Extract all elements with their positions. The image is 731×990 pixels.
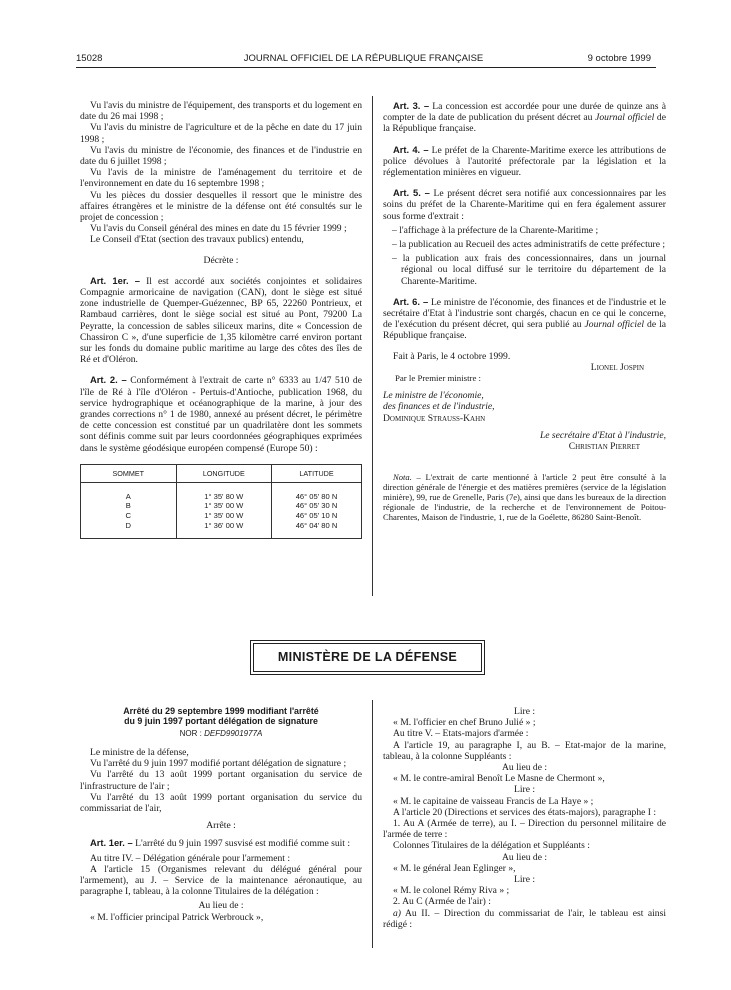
arrete-visa-1: Vu l'arrêté du 9 juin 1997 modifié portant délégation de signature ; xyxy=(90,758,347,770)
issue-date: 9 octobre 1999 xyxy=(587,53,651,64)
article-3 xyxy=(383,100,666,135)
article-1 xyxy=(80,275,362,366)
arrete-right-line: Au lieu de : xyxy=(501,851,548,863)
arrete-right-line: A l'article 19, au paragraphe I, au B. – Etat-major de la marine, tableau, à la colonne Suppléants : xyxy=(383,739,666,762)
nota-label: Nota. – xyxy=(393,472,421,483)
minister-title-1: Le ministre de l'économie, xyxy=(383,390,484,402)
article-5 xyxy=(383,187,666,222)
article-3-text-a: La concession est accordée pour une durée de quinze ans à compter de la date de publication du présent décret au xyxy=(383,101,666,124)
arrete-right-line: Au titre V. – Etats-majors d'armée : xyxy=(393,728,529,740)
table-body xyxy=(81,482,362,538)
arrete-right-last-text: Au II. – Direction du commissariat de l'air, le tableau est ainsi rédigé : xyxy=(383,907,666,930)
arrete-title-line-2: du 9 juin 1997 portant délégation de signature xyxy=(124,716,318,727)
arrete-right-line: Lire : xyxy=(513,784,536,796)
arrete-right-line: 2. Au C (Armée de l'air) : xyxy=(393,896,491,908)
signatory-prime-minister: Lionel Jospin xyxy=(590,361,644,373)
arrete-left-last: « M. l'officier principal Patrick Werbrouck », xyxy=(90,911,264,923)
arrete-right-line: 1. Au A (Armée de terre), au I. – Direction du personnel militaire de l'armée de terre : xyxy=(383,818,666,841)
arrete-left-column xyxy=(80,706,362,923)
article-2 xyxy=(80,374,362,453)
article-5-text: Le présent décret sera notifié aux concessionnaires par les soins du préfet de la Charente-Maritime qui en fera également assurer sous forme d'extrait : xyxy=(383,188,666,222)
arrete-right-last xyxy=(383,908,666,930)
visa-4: Vu l'avis de la ministre de l'aménagement du territoire et de l'environnement en date du 16 septembre 1998 ; xyxy=(80,167,362,190)
article-1-text: Il est accordé aux sociétés conjointes et solidaires Compagnie armoricaine de navigation (CAN), dont le siège est situé zone industrielle de Quemper-Guézennec, BP 65, 22260 Pontrieux, et Rambaud carrières, dont le siège social est situé au Pont, 79200 La Peyratte, la concession de sables siliceux marins, dite « Concession de Chassiron C », d'une superficie de 1,35 kilomètre carré environ portant sur les fonds du domaine public maritime au large des côtes des îles de Ré et d'Oléron. xyxy=(80,275,362,366)
nor-value: DEFD9901977A xyxy=(204,728,263,738)
nota xyxy=(383,472,666,522)
arrete-right-line: Lire : xyxy=(513,706,536,717)
table-cell: A xyxy=(125,491,131,501)
arrete-right-line: A l'article 20 (Directions et services des états-majors), paragraphe I : xyxy=(393,806,657,818)
arrete-article-1-text: L'arrêté du 9 juin 1997 susvisé est modifié comme suit : xyxy=(135,838,351,850)
arrete-visa-2: Vu l'arrêté du 13 août 1999 portant organisation du service de l'infrastructure de l'air ; xyxy=(80,769,362,792)
arrete-right-line: « M. le capitaine de vaisseau Francis de La Haye » ; xyxy=(393,795,594,807)
table-cell: 46° 05' 30 N xyxy=(295,501,338,511)
article-3-jo: Journal officiel xyxy=(595,112,655,124)
table-cell: 46° 05' 80 N xyxy=(295,491,338,501)
arrete-left-line-2: A l'article 15 (Organismes relevant du délégué général pour l'armement), au J. – Service de la maintenance aéronautique, au paragraphe I, tableau, à la colonne Titulaires de la délégation : xyxy=(80,863,362,898)
longitude-column xyxy=(176,482,272,538)
table-cell: 1° 36' 00 W xyxy=(204,520,244,530)
secretary-title: Le secrétaire d'Etat à l'industrie, xyxy=(539,429,666,441)
arrete-title-line-1: Arrêté du 29 septembre 1999 modifiant l'arrêté xyxy=(123,706,319,716)
ministry-heading: MINISTÈRE DE LA DÉFENSE xyxy=(253,643,482,672)
visa-5: Vu les pièces du dossier desquelles il ressort que le ministre des affaires étrangères et le ministre de la défense ont été consultés sur le projet de concession ; xyxy=(80,189,362,224)
article-6 xyxy=(383,296,666,342)
decree-right-column xyxy=(383,100,666,522)
visa-3: Vu l'avis du ministre de l'économie, des finances et de l'industrie en date du 6 juillet 1998 ; xyxy=(80,144,362,168)
table-cell: B xyxy=(125,501,131,511)
nor-reference xyxy=(80,728,362,739)
table-cell: 1° 35' 80 W xyxy=(204,491,244,501)
article-5-label: Art. 5. – xyxy=(393,187,430,199)
nota-text: L'extrait de carte mentionné à l'article 2 peut être consulté à la direction générale de l'énergie et des matières premières (service de la législation minière), 99, rue de Grenelle, Paris (7e), ainsi que dans les bureaux de la direction régionale de l'industrie, de la recherche et de l'environnement de Poitou-Charentes, Maison de l'industrie, 1, rue de la Goélette, 86280 Saint-Benoît. xyxy=(383,472,667,523)
article-5-item-3: – la publication aux frais des concessionnaires, dans un journal régional ou local diffusé sur le territoire du département de la Charente-Maritime. xyxy=(392,253,666,287)
secretary-name: Christian Pierret xyxy=(568,441,640,453)
visa-2: Vu l'avis du ministre de l'agriculture et de la pêche en date du 17 juin 1998 ; xyxy=(80,122,362,145)
column-separator-top xyxy=(372,96,373,596)
article-4-text: Le préfet de la Charente-Maritime exerce les attributions de police dévolues à l'autorité préfectorale par la législation et la réglementation minières en vigueur. xyxy=(383,144,666,179)
coordinates-table xyxy=(80,464,362,539)
article-4-label: Art. 4. – xyxy=(393,143,429,155)
table-cell: D xyxy=(125,520,131,530)
par-le-premier-ministre: Par le Premier ministre : xyxy=(395,373,481,384)
fait-a-paris: Fait à Paris, le 4 octobre 1999. xyxy=(393,350,511,362)
arrete-left-line-1: Au titre IV. – Délégation générale pour l'armement : xyxy=(90,852,291,864)
column-separator-bottom xyxy=(372,700,373,948)
article-6-text-b: de la République française. xyxy=(383,319,667,342)
running-header xyxy=(76,53,651,67)
article-3-label: Art. 3. – xyxy=(393,100,430,111)
table-cell: 1° 35' 00 W xyxy=(204,501,244,511)
arrete-right-line: Lire : xyxy=(513,874,536,886)
visa-6: Vu l'avis du Conseil général des mines en date du 15 février 1999 ; xyxy=(90,223,347,235)
arrete-right-line: « M. l'officier en chef Bruno Julié » ; xyxy=(393,717,536,729)
visa-7: Le Conseil d'Etat (section des travaux publics) entendu, xyxy=(90,234,304,246)
arrete-right-line: « M. le contre-amiral Benoît Le Masne de Chermont », xyxy=(393,773,605,785)
nor-label: NOR : xyxy=(179,728,202,738)
table-header-cell: LONGITUDE xyxy=(176,464,272,482)
table-header-cell: SOMMET xyxy=(81,464,177,482)
minister-name: Dominique Strauss-Kahn xyxy=(383,412,486,424)
arrete-right-line: Colonnes Titulaires de la délégation et Suppléants : xyxy=(393,840,590,852)
arrete-intro: Le ministre de la défense, xyxy=(90,747,189,759)
table-header-cell: LATITUDE xyxy=(272,464,362,482)
table-cell: 46° 04' 80 N xyxy=(295,520,338,530)
journal-title: JOURNAL OFFICIEL DE LA RÉPUBLIQUE FRANÇAISE xyxy=(243,53,484,64)
article-6-text-a: Le ministre de l'économie, des finances et de l'industrie et le secrétaire d'Etat à l'industrie sont chargés, chacun en ce qui le concerne, de l'exécution du présent décret, qui sera publié au xyxy=(383,296,666,331)
arrete-right-last-label: a) xyxy=(393,907,401,919)
table-cell: 1° 35' 00 W xyxy=(204,511,244,521)
arrete-word: Arrête : xyxy=(206,820,236,832)
table-cell: C xyxy=(125,511,131,521)
table-header-row xyxy=(81,464,362,482)
page-number: 15028 xyxy=(76,53,103,64)
arrete-article-1 xyxy=(80,837,362,849)
arrete-right-column xyxy=(383,706,666,930)
article-2-label: Art. 2. – xyxy=(90,374,127,386)
arrete-right-line: Au lieu de : xyxy=(501,762,548,774)
arrete-article-1-label: Art. 1er. – xyxy=(90,837,133,849)
article-1-label: Art. 1er. – xyxy=(90,274,141,286)
minister-title-2: des finances et de l'industrie, xyxy=(383,401,495,413)
arrete-right-line: « M. le colonel Rémy Riva » ; xyxy=(393,885,510,897)
sommet-column xyxy=(81,482,177,538)
latitude-column xyxy=(272,482,362,538)
visa-1: Vu l'avis du ministre de l'équipement, des transports et du logement en date du 26 mai 1998 ; xyxy=(80,100,362,123)
article-5-item-1: – l'affichage à la préfecture de la Charente-Maritime ; xyxy=(392,224,599,236)
article-4 xyxy=(383,144,666,179)
article-6-label: Art. 6. – xyxy=(393,295,429,307)
table-cell: 46° 05' 10 N xyxy=(295,511,338,521)
arrete-visa-3: Vu l'arrêté du 13 août 1999 portant organisation du service du commissariat de l'air, xyxy=(80,791,362,815)
article-2-text: Conformément à l'extrait de carte n° 6333 au 1/47 510 de l'île de Ré à l'île d'Oléron - Pertuis-d'Antioche, publication 1968, du service hydrographique et océanographique de la marine, à jour des grandes corrections n° 1 de 1980, annexé au présent décret, le périmètre de cette concession est constitué par un quadrilatère dont les sommets sont définis comme suit par leurs coordonnées géographiques exprimées dans le système géodésique européen compensé (Europe 50) : xyxy=(80,375,362,454)
decrete-word: Décrète : xyxy=(203,254,239,266)
decree-left-column xyxy=(80,100,362,539)
article-5-item-2: – la publication au Recueil des actes administratifs de cette préfecture ; xyxy=(392,239,666,251)
article-3-text-b: de la République française. xyxy=(383,112,666,135)
header-rule xyxy=(76,67,656,68)
au-lieu-de: Au lieu de : xyxy=(198,900,244,912)
arrete-right-line: « M. le général Jean Eglinger », xyxy=(393,862,516,874)
article-6-jo: Journal officiel xyxy=(584,319,645,331)
